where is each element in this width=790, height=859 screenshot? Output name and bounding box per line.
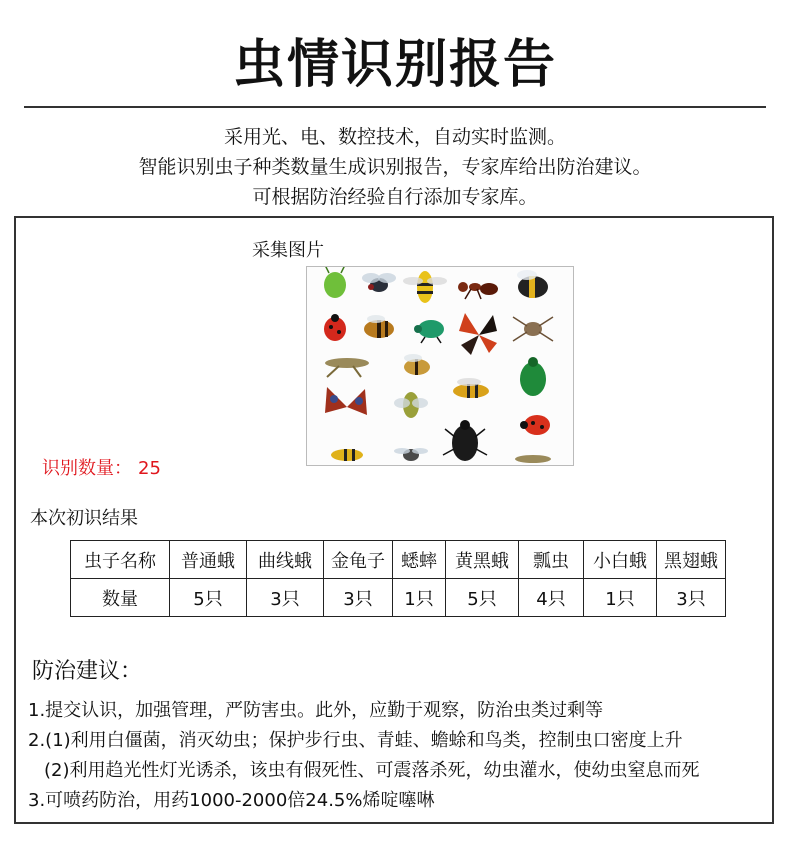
intro-text <box>0 122 790 212</box>
insect-name-cell: 蟋蟀 <box>393 541 446 579</box>
green-beetle-icon <box>520 357 546 396</box>
quantity-cell: 1只 <box>584 579 657 617</box>
header-label-cell: 虫子名称 <box>71 541 170 579</box>
advice-list <box>28 696 700 816</box>
advice-title: 防治建议： <box>32 659 143 684</box>
advice-item: 1.提交认识，加强管理，严防害虫。此外，应勤于观察，防治虫类过剩等 <box>28 700 604 721</box>
count-label: 识别数量： <box>42 458 132 479</box>
insects-collage <box>307 267 573 465</box>
wasp-icon <box>331 449 363 461</box>
intro-line: 智能识别虫子种类数量生成识别报告，专家库给出防治建议。 <box>138 156 652 178</box>
quantity-cell: 3只 <box>247 579 324 617</box>
quantity-cell: 1只 <box>393 579 446 617</box>
insect-name-cell: 瓢虫 <box>519 541 584 579</box>
fly-icon <box>394 392 428 418</box>
report-panel <box>14 216 774 824</box>
title-divider <box>24 106 766 108</box>
advice-item: 2.(1)利用白僵菌，消灭幼虫；保护步行虫、青蛙、蟾蜍和鸟类，控制虫口密度上升 <box>28 730 683 751</box>
insect-name-cell: 黑翅蛾 <box>657 541 726 579</box>
quantity-cell: 3只 <box>657 579 726 617</box>
wasp-icon <box>403 271 447 303</box>
ladybug-icon <box>520 415 550 435</box>
spider-icon <box>513 317 553 341</box>
bee-icon <box>364 315 394 338</box>
insect-name-cell: 小白蛾 <box>584 541 657 579</box>
insect-name-cell: 金龟子 <box>324 541 393 579</box>
insect-name-cell: 普通蛾 <box>170 541 247 579</box>
hornet-icon <box>453 378 489 398</box>
intro-line: 采用光、电、数控技术，自动实时监测。 <box>223 126 566 148</box>
page-title: 虫情识别报告 <box>232 35 557 95</box>
fly-icon <box>394 448 428 461</box>
advice-item: (2)利用趋光性灯光诱杀，该虫有假死性、可震落杀死，幼虫灌水，使幼虫窒息而死 <box>44 760 700 781</box>
advice-item: 3.可喷药防治，用药1000-2000倍24.5%烯啶噻啉 <box>28 790 435 811</box>
result-table <box>70 540 726 617</box>
quantity-cell: 4只 <box>519 579 584 617</box>
grasshopper-icon <box>515 455 551 463</box>
quantity-cell: 5只 <box>446 579 519 617</box>
peacock-butterfly-icon <box>325 387 367 415</box>
intro-line: 可根据防治经验自行添加专家库。 <box>252 186 538 208</box>
table-row <box>71 541 726 579</box>
ladybug-icon <box>324 314 346 341</box>
quantity-cell: 5只 <box>170 579 247 617</box>
insect-name-cell: 曲线蛾 <box>247 541 324 579</box>
capture-caption: 采集图片 <box>252 240 324 261</box>
green-bug-icon <box>324 267 346 298</box>
quantity-cell: 3只 <box>324 579 393 617</box>
green-beetle-icon <box>414 320 444 343</box>
identified-count <box>42 454 161 480</box>
table-row <box>71 579 726 617</box>
bee-icon <box>404 354 430 375</box>
captured-insects-image <box>306 266 574 466</box>
fly-icon <box>362 273 396 292</box>
ant-icon <box>458 282 498 299</box>
quantity-label-cell: 数量 <box>71 579 170 617</box>
bumblebee-icon <box>517 270 548 298</box>
count-value: 25 <box>138 458 161 479</box>
grasshopper-icon <box>325 358 369 377</box>
black-beetle-icon <box>443 420 487 461</box>
result-title: 本次初识结果 <box>30 508 138 529</box>
butterfly-icon <box>459 313 497 355</box>
insect-name-cell: 黄黑蛾 <box>446 541 519 579</box>
